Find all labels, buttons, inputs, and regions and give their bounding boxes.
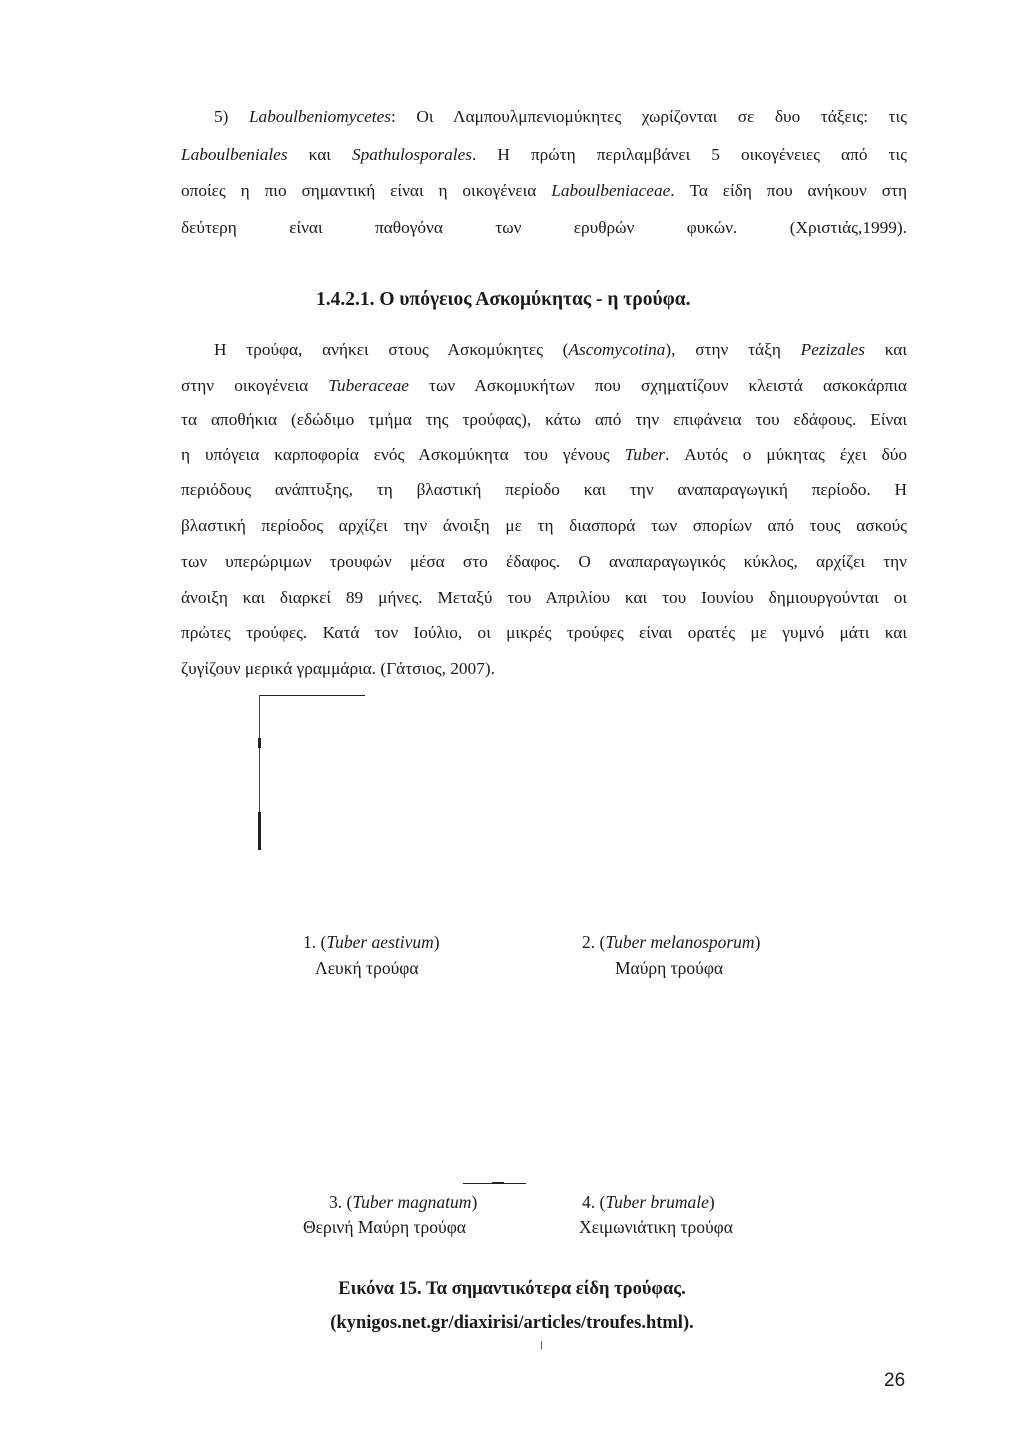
text-line: πρώτες τρούφες. Κατά τον Ιούλιο, οι μικρές τρούφες είναι ορατές με γυμνό μάτι και bbox=[181, 623, 907, 642]
text-line: βλαστική περίοδος αρχίζει την άνοιξη με τη διασπορά των σπορίων από τους ασκούς bbox=[181, 516, 907, 535]
text-line: 5) Laboulbeniomycetes: Οι Λαμπουλμπενιομύκητες χωρίζονται σε δυο τάξεις: τις bbox=[214, 107, 907, 126]
text-line: δεύτερη είναι παθογόνα των ερυθρών φυκών. (Χριστιάς,1999). bbox=[181, 218, 907, 237]
scan-mark bbox=[541, 1341, 542, 1349]
caption-species-3: 3. (Tuber magnatum) bbox=[329, 1192, 478, 1212]
text-line: ζυγίζουν μερικά γραμμάρια. (Γάτσιος, 2007). bbox=[181, 659, 495, 678]
text-line: οποίες η πιο σημαντική είναι η οικογένεια Laboulbeniaceae. Τα είδη που ανήκουν στη bbox=[181, 181, 907, 200]
caption-species-4: 4. (Tuber brumale) bbox=[582, 1192, 715, 1212]
page-number: 26 bbox=[884, 1370, 906, 1391]
frame-rule bbox=[258, 812, 261, 850]
text-line: περιόδους ανάπτυξης, τη βλαστική περίοδο και την αναπαραγωγική περίοδο. Η bbox=[181, 480, 907, 499]
caption-common-4: Χειμωνιάτικη τρούφα bbox=[579, 1217, 733, 1237]
frame-rule bbox=[492, 1182, 504, 1184]
text-line: τα αποθήκια (εδώδιμο τμήμα της τρούφας), κάτω από την επιφάνεια του εδάφους. Είναι bbox=[181, 410, 907, 429]
text-line: άνοιξη και διαρκεί 89 μήνες. Μεταξύ του Απριλίου και του Ιουνίου δημιουργούνται οι bbox=[181, 588, 907, 607]
caption-species-1: 1. (Tuber aestivum) bbox=[303, 932, 440, 952]
frame-rule bbox=[258, 738, 261, 748]
figure-source: (kynigos.net.gr/diaxirisi/articles/troufes.html). bbox=[330, 1313, 694, 1333]
caption-common-1: Λευκή τρούφα bbox=[315, 958, 419, 978]
frame-rule bbox=[259, 695, 365, 696]
section-heading: 1.4.2.1. Ο υπόγειος Ασκομύκητας - η τρούφα. bbox=[316, 289, 691, 310]
caption-common-2: Μαύρη τρούφα bbox=[615, 958, 724, 978]
text-line: στην οικογένεια Tuberaceae των Ασκομυκήτων που σχηματίζουν κλειστά ασκοκάρπια bbox=[181, 376, 907, 395]
figure-caption: Εικόνα 15. Τα σημαντικότερα είδη τρούφας. bbox=[338, 1279, 686, 1299]
caption-common-3: Θερινή Μαύρη τρούφα bbox=[303, 1217, 466, 1237]
text-line: των υπερώριμων τρουφών μέσα στο έδαφος. Ο αναπαραγωγικός κύκλος, αρχίζει την bbox=[181, 552, 907, 571]
text-line: η υπόγεια καρποφορία ενός Ασκομύκητα του γένους Tuber. Αυτός ο μύκητας έχει δύο bbox=[181, 445, 907, 464]
text-line: Laboulbeniales και Spathulosporales. Η πρώτη περιλαμβάνει 5 οικογένειες από τις bbox=[181, 145, 907, 164]
caption-species-2: 2. (Tuber melanosporum) bbox=[582, 932, 761, 952]
text-line: Η τρούφα, ανήκει στους Ασκομύκητες (Ascomycotina), στην τάξη Pezizales και bbox=[214, 340, 907, 359]
